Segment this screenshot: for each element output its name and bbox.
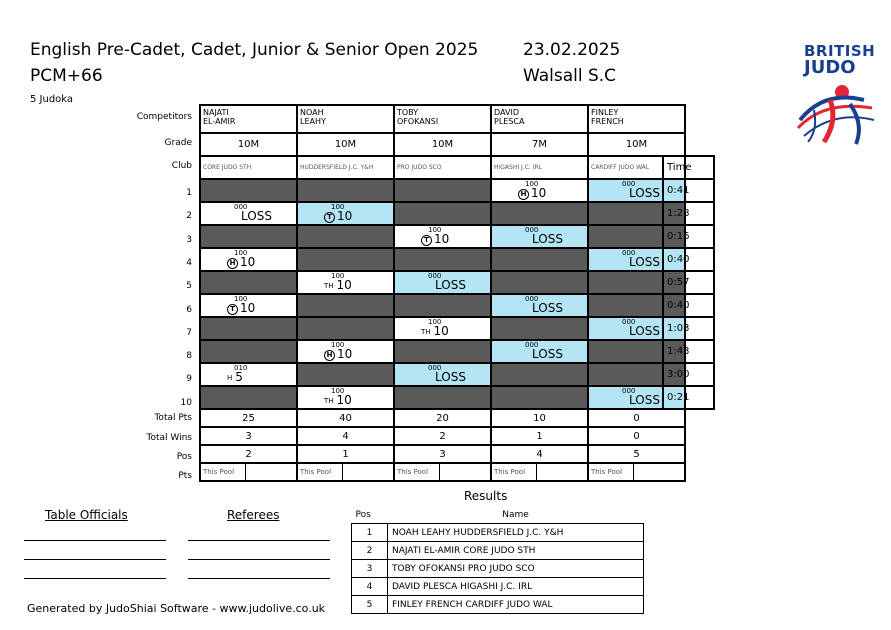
competitor-first-name: NOAH xyxy=(300,108,324,117)
result-text xyxy=(227,370,243,384)
result-text xyxy=(241,209,272,223)
competitor-first-name: NAJATI xyxy=(203,108,229,117)
score-type-label: TH xyxy=(324,282,334,290)
match-cell xyxy=(297,271,394,294)
result-text xyxy=(435,370,466,384)
results-pos: 1 xyxy=(352,524,388,542)
time-row xyxy=(663,340,714,363)
results-row xyxy=(352,542,644,560)
match-time: 0:16 xyxy=(663,225,714,248)
results-title: Results xyxy=(464,489,508,503)
points-value: 10 xyxy=(240,301,256,315)
total-pts-cell: 40 xyxy=(297,409,394,427)
table-officials-heading: Table Officials xyxy=(45,508,128,522)
match-cell-content xyxy=(395,318,490,339)
competitor-last-name: PLESCA xyxy=(494,117,525,126)
match-cell-content xyxy=(201,295,296,316)
score-code: 000 xyxy=(622,249,636,257)
results-pos: 4 xyxy=(352,578,388,596)
category-label: PCM+66 xyxy=(30,66,103,86)
match-cell-content xyxy=(201,203,296,224)
time-row xyxy=(663,271,714,294)
match-cell xyxy=(200,340,297,363)
score-code: 100 xyxy=(525,180,539,188)
score-code: 000 xyxy=(622,180,636,188)
time-row xyxy=(663,248,714,271)
result-text xyxy=(629,393,660,407)
result-text xyxy=(227,301,255,315)
score-type-circle-icon: H xyxy=(227,258,238,269)
this-pool-label: This Pool xyxy=(494,468,526,476)
match-cell-content xyxy=(201,249,296,270)
score-code: 000 xyxy=(234,203,248,211)
competitor-name-cell xyxy=(394,105,491,133)
score-type-circle-icon: H xyxy=(324,350,335,361)
label-pts: Pts xyxy=(178,471,192,481)
club-cell: HUDDERSFIELD J.C. Y&H xyxy=(297,156,394,179)
pool-divider xyxy=(342,464,343,480)
match-number: 3 xyxy=(186,234,192,245)
label-total-pts: Total Pts xyxy=(154,413,192,423)
match-cell xyxy=(394,271,491,294)
total-wins-cell: 0 xyxy=(588,427,685,445)
match-cell-content xyxy=(298,272,393,293)
score-code: 100 xyxy=(428,318,442,326)
match-number: 1 xyxy=(186,188,192,198)
match-cell xyxy=(297,363,394,386)
club-cell: CARDIFF JUDO WAL xyxy=(588,156,685,179)
time-header: Time xyxy=(663,156,714,179)
results-name: DAVID PLESCA HIGASHI J.C. IRL xyxy=(388,578,644,596)
results-pos: 2 xyxy=(352,542,388,560)
match-cell xyxy=(491,202,588,225)
match-number: 10 xyxy=(180,397,192,408)
match-row xyxy=(200,294,685,317)
time-row xyxy=(663,363,714,386)
referee-line-3 xyxy=(188,578,330,579)
result-text xyxy=(324,347,352,361)
this-pool-label: This Pool xyxy=(300,468,332,476)
total-pts-cell: 0 xyxy=(588,409,685,427)
match-cell xyxy=(394,248,491,271)
grade-cell: 10M xyxy=(394,133,491,156)
match-cell-content xyxy=(298,341,393,362)
match-cell xyxy=(297,340,394,363)
match-row xyxy=(200,363,685,386)
match-time: 3:00 xyxy=(663,363,714,386)
points-value: 10 xyxy=(433,324,449,338)
total-pts-cell: 10 xyxy=(491,409,588,427)
pool-pts-cell xyxy=(394,463,491,481)
competitor-last-name: EL-AMIR xyxy=(203,117,236,126)
results-pos: 5 xyxy=(352,596,388,614)
match-time: 0:41 xyxy=(663,179,714,202)
referee-line-2 xyxy=(188,559,330,560)
match-row xyxy=(200,202,685,225)
loss-text: LOSS xyxy=(241,209,272,223)
match-cell xyxy=(491,179,588,202)
result-text xyxy=(532,301,563,315)
match-cell xyxy=(297,294,394,317)
score-code: 100 xyxy=(331,387,345,395)
match-cell-content xyxy=(395,364,490,385)
match-cell xyxy=(200,225,297,248)
total-wins-cell: 4 xyxy=(297,427,394,445)
score-code: 000 xyxy=(525,226,539,234)
match-cell-content xyxy=(298,203,393,224)
match-cell xyxy=(200,317,297,340)
match-number: 6 xyxy=(186,304,192,315)
result-text xyxy=(421,324,449,338)
match-cell xyxy=(394,294,491,317)
competitor-name-cell xyxy=(200,105,297,133)
loss-text: LOSS xyxy=(629,393,660,407)
match-row xyxy=(200,225,685,248)
results-name: FINLEY FRENCH CARDIFF JUDO WAL xyxy=(388,596,644,614)
judoka-figure-icon xyxy=(794,80,880,148)
total-pts-row xyxy=(200,409,685,427)
logo-text-british: BRITISH xyxy=(804,42,876,60)
loss-text: LOSS xyxy=(435,278,466,292)
competitor-last-name: FRENCH xyxy=(591,117,624,126)
this-pool-label: This Pool xyxy=(203,468,235,476)
position-cell: 5 xyxy=(588,445,685,463)
club-row xyxy=(200,156,685,179)
competitor-name-cell xyxy=(491,105,588,133)
match-time: 0:57 xyxy=(663,271,714,294)
match-cell xyxy=(394,363,491,386)
match-number: 2 xyxy=(186,211,192,222)
score-type-circle-icon: H xyxy=(518,189,529,200)
match-cell xyxy=(297,202,394,225)
club-cell: CORE JUDO STH xyxy=(200,156,297,179)
score-type-circle-icon: T xyxy=(324,212,335,223)
competitor-name-cell xyxy=(588,105,685,133)
pool-divider xyxy=(245,464,246,480)
generated-by-footer: Generated by JudoShiai Software - www.judolive.co.uk xyxy=(27,602,326,615)
competitor-first-name: FINLEY xyxy=(591,108,619,117)
match-number: 4 xyxy=(186,257,192,268)
match-number: 5 xyxy=(186,281,192,292)
match-cell xyxy=(200,386,297,409)
results-row xyxy=(352,578,644,596)
match-cell xyxy=(394,317,491,340)
total-wins-cell: 3 xyxy=(200,427,297,445)
score-code: 000 xyxy=(622,318,636,326)
event-venue: Walsall S.C xyxy=(523,66,617,86)
grade-cell: 10M xyxy=(200,133,297,156)
match-cell-content xyxy=(201,364,296,385)
time-row xyxy=(663,386,714,409)
match-cell xyxy=(491,386,588,409)
label-pos: Pos xyxy=(176,452,192,462)
match-cell xyxy=(394,225,491,248)
total-wins-row xyxy=(200,427,685,445)
score-code: 100 xyxy=(234,295,248,303)
result-text xyxy=(532,232,563,246)
match-number: 9 xyxy=(186,374,192,385)
competitors-row xyxy=(200,105,685,133)
score-code: 100 xyxy=(331,341,345,349)
match-cell-content xyxy=(492,226,587,247)
results-table xyxy=(351,506,644,614)
results-pos: 3 xyxy=(352,560,388,578)
pool-sheet-grid xyxy=(199,104,686,482)
loss-text: LOSS xyxy=(435,370,466,384)
results-name: NAJATI EL-AMIR CORE JUDO STH xyxy=(388,542,644,560)
score-code: 100 xyxy=(428,226,442,234)
grade-row xyxy=(200,133,685,156)
match-cell xyxy=(394,340,491,363)
logo-text-judo: JUDO xyxy=(804,57,856,78)
points-value: 10 xyxy=(337,209,353,223)
pool-divider xyxy=(439,464,440,480)
total-pts-cell: 20 xyxy=(394,409,491,427)
result-text xyxy=(629,324,660,338)
match-cell xyxy=(491,248,588,271)
match-row xyxy=(200,271,685,294)
pool-pts-cell xyxy=(491,463,588,481)
position-row xyxy=(200,445,685,463)
match-number: 8 xyxy=(186,351,192,362)
referee-line-1 xyxy=(188,540,330,541)
official-line-2 xyxy=(24,559,166,560)
official-line-3 xyxy=(24,578,166,579)
results-row xyxy=(352,560,644,578)
score-type-circle-icon: T xyxy=(421,235,432,246)
score-code: 100 xyxy=(331,272,345,280)
match-cell xyxy=(297,179,394,202)
match-time: 0:21 xyxy=(663,386,714,409)
competitor-first-name: TOBY xyxy=(397,108,419,117)
score-code: 000 xyxy=(525,295,539,303)
judoka-count: 5 Judoka xyxy=(30,94,74,105)
match-cell xyxy=(297,225,394,248)
match-cell-content xyxy=(395,272,490,293)
match-time: 1:43 xyxy=(663,340,714,363)
total-wins-cell: 2 xyxy=(394,427,491,445)
loss-text: LOSS xyxy=(532,232,563,246)
position-cell: 3 xyxy=(394,445,491,463)
match-cell-content xyxy=(492,180,587,201)
results-col-name: Name xyxy=(388,506,644,524)
total-wins-cell: 1 xyxy=(491,427,588,445)
loss-text: LOSS xyxy=(629,186,660,200)
this-pool-label: This Pool xyxy=(591,468,623,476)
pool-pts-cell xyxy=(297,463,394,481)
club-cell: PRO JUDO SCO xyxy=(394,156,491,179)
match-row xyxy=(200,340,685,363)
points-value: 10 xyxy=(337,347,353,361)
competitor-first-name: DAVID xyxy=(494,108,519,117)
pool-pts-cell xyxy=(200,463,297,481)
competitor-name-cell xyxy=(297,105,394,133)
match-cell xyxy=(491,271,588,294)
pool-pts-row xyxy=(200,463,685,481)
match-cell xyxy=(200,248,297,271)
club-cell: HIGASHI J.C. IRL xyxy=(491,156,588,179)
official-line-1 xyxy=(24,540,166,541)
match-cell xyxy=(297,248,394,271)
match-time: 1:03 xyxy=(663,317,714,340)
score-code: 100 xyxy=(234,249,248,257)
match-cell xyxy=(297,317,394,340)
score-code: 010 xyxy=(234,364,248,372)
result-text xyxy=(324,278,352,292)
loss-text: LOSS xyxy=(532,301,563,315)
total-pts-cell: 25 xyxy=(200,409,297,427)
match-row xyxy=(200,386,685,409)
match-time: 0:40 xyxy=(663,294,714,317)
match-cell xyxy=(491,317,588,340)
score-type-label: H xyxy=(227,374,233,382)
loss-text: LOSS xyxy=(629,324,660,338)
match-cell xyxy=(394,179,491,202)
grade-cell: 10M xyxy=(297,133,394,156)
this-pool-label: This Pool xyxy=(397,468,429,476)
competitor-last-name: OFOKANSI xyxy=(397,117,439,126)
result-text xyxy=(324,209,352,223)
score-code: 000 xyxy=(428,272,442,280)
match-cell xyxy=(200,179,297,202)
match-cell xyxy=(200,202,297,225)
result-text xyxy=(629,186,660,200)
points-value: 10 xyxy=(240,255,256,269)
match-cell xyxy=(491,225,588,248)
pool-pts-cell xyxy=(588,463,685,481)
label-grade: Grade xyxy=(164,138,192,148)
score-type-circle-icon: T xyxy=(227,304,238,315)
grade-cell: 7M xyxy=(491,133,588,156)
label-competitors: Competitors xyxy=(136,112,192,122)
score-type-label: TH xyxy=(324,397,334,405)
match-cell xyxy=(491,294,588,317)
match-row xyxy=(200,179,685,202)
grade-cell: 10M xyxy=(588,133,685,156)
loss-text: LOSS xyxy=(629,255,660,269)
match-time: 0:40 xyxy=(663,248,714,271)
event-title: English Pre-Cadet, Cadet, Junior & Senior Open 2025 xyxy=(30,40,479,60)
result-text xyxy=(518,186,546,200)
match-row xyxy=(200,317,685,340)
result-text xyxy=(324,393,352,407)
time-row xyxy=(663,294,714,317)
match-cell xyxy=(491,340,588,363)
points-value: 5 xyxy=(235,370,243,384)
score-code: 000 xyxy=(622,387,636,395)
position-cell: 2 xyxy=(200,445,297,463)
match-row xyxy=(200,248,685,271)
match-time: 1:28 xyxy=(663,202,714,225)
match-cell xyxy=(200,363,297,386)
competitor-last-name: LEAHY xyxy=(300,117,326,126)
label-club: Club xyxy=(171,161,192,171)
results-col-pos: Pos xyxy=(352,506,388,524)
event-date: 23.02.2025 xyxy=(523,40,621,60)
points-value: 10 xyxy=(336,278,352,292)
score-code: 000 xyxy=(525,341,539,349)
match-cell-content xyxy=(492,295,587,316)
time-row xyxy=(663,225,714,248)
british-judo-logo xyxy=(790,40,880,150)
match-cell-content xyxy=(298,387,393,408)
result-text xyxy=(532,347,563,361)
score-code: 100 xyxy=(331,203,345,211)
match-cell xyxy=(394,386,491,409)
score-type-label: TH xyxy=(421,328,431,336)
time-row xyxy=(663,202,714,225)
label-total-wins: Total Wins xyxy=(146,433,192,443)
position-cell: 1 xyxy=(297,445,394,463)
loss-text: LOSS xyxy=(532,347,563,361)
match-cell xyxy=(394,202,491,225)
results-name: TOBY OFOKANSI PRO JUDO SCO xyxy=(388,560,644,578)
match-cell-content xyxy=(492,341,587,362)
results-row xyxy=(352,596,644,614)
position-cell: 4 xyxy=(491,445,588,463)
results-row xyxy=(352,524,644,542)
result-text xyxy=(629,255,660,269)
match-cell xyxy=(200,294,297,317)
points-value: 10 xyxy=(434,232,450,246)
match-number: 7 xyxy=(186,327,192,338)
results-name: NOAH LEAHY HUDDERSFIELD J.C. Y&H xyxy=(388,524,644,542)
time-row xyxy=(663,179,714,202)
points-value: 10 xyxy=(531,186,547,200)
pool-divider xyxy=(536,464,537,480)
match-cell xyxy=(491,363,588,386)
pool-divider xyxy=(633,464,634,480)
result-text xyxy=(421,232,449,246)
points-value: 10 xyxy=(336,393,352,407)
score-code: 000 xyxy=(428,364,442,372)
result-text xyxy=(435,278,466,292)
match-cell xyxy=(297,386,394,409)
referees-heading: Referees xyxy=(227,508,280,522)
match-cell-content xyxy=(395,226,490,247)
match-cell xyxy=(200,271,297,294)
result-text xyxy=(227,255,255,269)
time-row xyxy=(663,317,714,340)
time-column xyxy=(662,155,715,410)
